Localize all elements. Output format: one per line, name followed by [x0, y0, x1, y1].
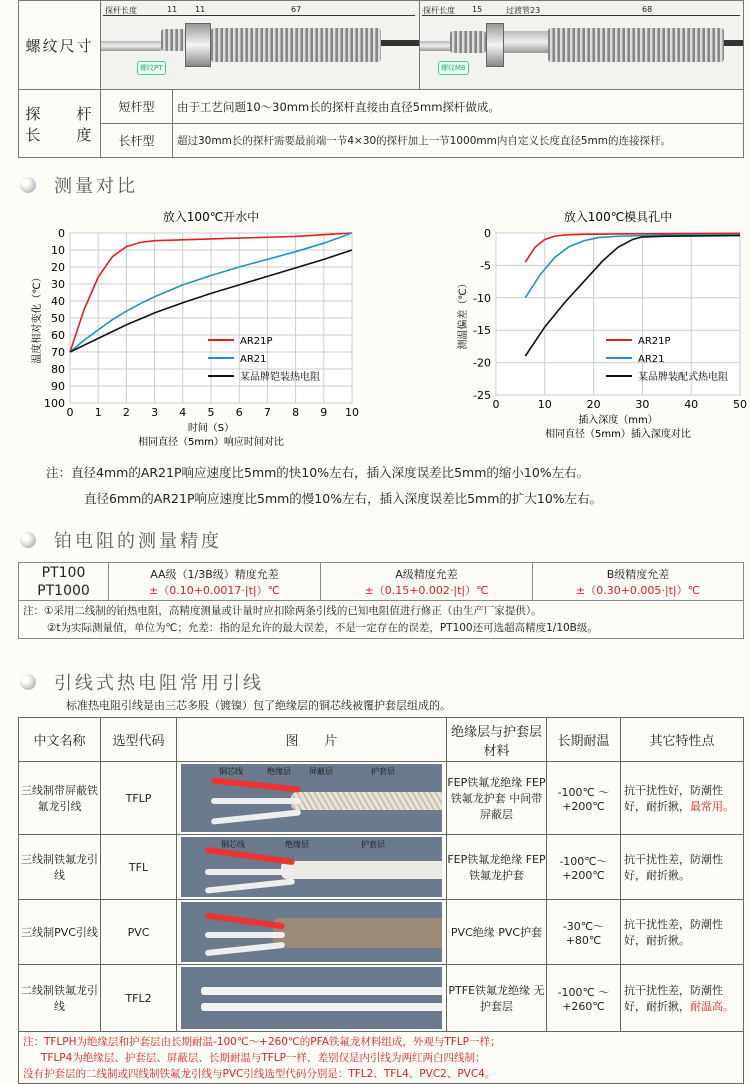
compare-note-2: 直径6mm的AR21P响应速度比5mm的慢10%左右，插入深度误差比5mm的扩大10%左右。 — [84, 491, 603, 506]
accuracy-notes: 注：①采用二线制的铂热电阻，高精度测量或计量时应扣除两条引线的已知电阻值进行修正（由生产厂家提供）。 ②t为实际测量值，单位为℃；允差：指的是允许的最大误差，不是一定存在的误差，PT100还可选超高精度1/10B级。 — [19, 601, 744, 639]
x-tick-label: 10 — [345, 406, 359, 419]
response-time-chart — [18, 205, 368, 455]
wire-material: PTFE铁氟龙绝缘 无护套层 — [447, 965, 547, 1032]
y-tick-label: -20 — [473, 356, 491, 370]
table-row — [19, 900, 744, 965]
dim-67: 67 — [291, 5, 302, 14]
wires-subtitle: 标准热电阻引线是由三芯多股（镀镍）包了绝缘层的铜芯线被覆护套层组成的。 — [66, 699, 451, 712]
cable-photo-tfl2 — [181, 967, 442, 1029]
y-tick-label: 90 — [51, 380, 65, 393]
y-tick-label: 80 — [51, 363, 65, 376]
legend-entry: AR21 — [240, 354, 267, 365]
short-type-label: 短杆型 — [101, 90, 173, 124]
x-tick-label: 5 — [207, 406, 215, 419]
thread-m8-tag: 螺纹M8 — [438, 61, 469, 75]
x-axis-label: 时间（S） — [187, 423, 235, 434]
dim-probe-length-2: 探杆长度 — [423, 6, 455, 15]
dim-11b: 11 — [195, 5, 206, 14]
x-tick-label: 10 — [537, 398, 552, 411]
wire-material: FEP铁氟龙绝缘 FEP铁氟龙护套 中间带屏蔽层 — [447, 762, 547, 835]
y-tick-label: -10 — [473, 291, 491, 305]
wire-code: TFLP — [101, 762, 177, 835]
legend-entry: AR21P — [240, 336, 273, 347]
wire-temp: -100℃ ～+200℃ — [547, 762, 621, 835]
thread-pt-tag: 螺纹PT — [137, 61, 166, 75]
y-tick-label: 50 — [51, 312, 65, 325]
plot-area — [496, 233, 740, 395]
y-tick-label: -5 — [480, 259, 491, 273]
col-temp: 长期耐温 — [547, 718, 621, 762]
accuracy-aa: AA级（1/3B级）精度允差 ±（0.10+0.0017·|t|）℃ — [109, 563, 321, 601]
col-material: 绝缘层与护套层材料 — [447, 718, 547, 762]
y-axis-label: 测温偏差（℃） — [458, 278, 469, 350]
short-type-desc: 由于工艺问题10～30mm长的探杆直接由直径5mm探杆做成。 — [173, 90, 744, 124]
wires-notes: 注：TFLPH为绝缘层和护套层由长期耐温-100℃～+260℃的PFA铁氟龙材料组成，外观与TFLP一样； TFLP4为绝缘层、护套层、屏蔽层、长期耐温与TFLP一样，差别仅是内引线为两红两白四线制； 没有护套层的二线制或四线制铁氟龙引线与PVC引线选型代码分别是：TFL2、TFL4、PVC2、PVC4。 — [19, 1032, 744, 1084]
y-tick-label: 30 — [51, 278, 65, 291]
section-compare-title: 测量对比 — [54, 176, 138, 197]
y-tick-label: 0 — [58, 227, 65, 240]
table-row — [19, 965, 744, 1032]
wire-name: 三线制PVC引线 — [19, 900, 101, 965]
y-tick-label: 20 — [51, 261, 65, 274]
x-tick-label: 6 — [235, 406, 243, 419]
y-tick-label: 0 — [484, 227, 491, 240]
x-axis-label: 插入深度（mm） — [578, 415, 658, 426]
bullet-icon — [20, 674, 36, 690]
x-tick-label: 0 — [492, 398, 500, 411]
thread-photo-pt — [101, 1, 419, 89]
y-tick-label: 100 — [44, 397, 65, 410]
thread-photo-m8 — [419, 1, 743, 89]
wire-feature: 抗干扰性好，防潮性好，耐折揪，最常用。 — [621, 762, 744, 835]
long-type-desc: 超过30mm长的探杆需要最前端一节4×30的探杆加上一节1000mm内自定义长度直径5mm的连接探杆。 — [173, 124, 744, 158]
wire-name: 二线制铁氟龙引线 — [19, 965, 101, 1032]
wire-feature: 抗干扰性差，防潮性好，耐折揪。 — [621, 835, 744, 900]
chart-caption: 相同直径（5mm）响应时间对比 — [138, 437, 284, 448]
x-tick-label: 50 — [733, 398, 747, 411]
dim-11a: 11 — [167, 5, 178, 14]
pt-models: PT100 PT1000 — [19, 563, 109, 601]
x-tick-label: 7 — [263, 406, 271, 419]
dim-68: 68 — [642, 5, 653, 14]
wire-temp: -100℃ ～+260℃ — [547, 965, 621, 1032]
section-compare — [20, 172, 138, 198]
legend-entry: 某品牌铠装热电阻 — [240, 372, 320, 383]
cable-photo-pvc — [181, 902, 442, 962]
legend-entry: AR21P — [638, 336, 671, 347]
probe-length-label: 探 杆 长 度 — [19, 90, 101, 158]
section-accuracy-title: 铂电阻的测量精度 — [54, 531, 222, 552]
cable-photo-tflp: 铜芯线 绝缘层 屏蔽层 护套层 — [181, 764, 442, 832]
y-tick-label: 60 — [51, 329, 65, 342]
wire-temp: -30℃～ +80℃ — [547, 900, 621, 965]
x-tick-label: 0 — [66, 406, 74, 419]
x-tick-label: 4 — [179, 406, 187, 419]
section-wires — [20, 669, 264, 695]
wires-table — [18, 717, 744, 1084]
x-tick-label: 8 — [292, 406, 300, 419]
wire-material: PVC绝缘 PVC护套 — [447, 900, 547, 965]
x-tick-label: 9 — [320, 406, 328, 419]
long-type-label: 长杆型 — [101, 124, 173, 158]
x-tick-label: 30 — [635, 398, 650, 411]
thread-size-table — [18, 0, 744, 158]
y-tick-label: 70 — [51, 346, 65, 359]
wire-code: TFL2 — [101, 965, 177, 1032]
wire-feature: 抗干扰性差，防潮性好，耐折揪。 — [621, 900, 744, 965]
bullet-icon — [20, 177, 36, 193]
x-tick-label: 40 — [684, 398, 699, 411]
dim-transition-23: 过渡管23 — [506, 6, 541, 15]
dim-probe-length: 探杆长度 — [105, 6, 137, 15]
section-accuracy — [20, 527, 222, 553]
compare-note-1: 注：直径4mm的AR21P响应速度比5mm的快10%左右，插入深度误差比5mm的缩小10%左右。 — [46, 465, 590, 480]
bullet-icon — [20, 532, 36, 548]
wire-feature: 抗干扰性差，防潮性好，耐折揪，耐温高。 — [621, 965, 744, 1032]
table-row — [19, 762, 744, 835]
thread-size-label: 螺纹尺寸 — [19, 1, 101, 90]
cable-photo-tfl: 铜芯线 绝缘层 护套层 — [181, 837, 442, 897]
accuracy-table — [18, 562, 744, 639]
chart-title: 放入100℃开水中 — [162, 210, 260, 224]
wire-name: 三线制铁氟龙引线 — [19, 835, 101, 900]
y-tick-label: -15 — [473, 324, 491, 338]
table-row — [19, 835, 744, 900]
wire-code: TFL — [101, 835, 177, 900]
y-tick-label: 40 — [51, 295, 65, 308]
chart-title: 放入100℃模具孔中 — [563, 210, 673, 224]
wire-temp: -100℃～ +200℃ — [547, 835, 621, 900]
wire-code: PVC — [101, 900, 177, 965]
col-code: 选型代码 — [101, 718, 177, 762]
x-tick-label: 20 — [586, 398, 601, 411]
legend-entry: 某品牌装配式热电阻 — [638, 372, 728, 383]
y-axis-label: 温度相对变化（℃） — [32, 272, 43, 364]
x-tick-label: 1 — [94, 406, 102, 419]
chart-caption: 相同直径（5mm）插入深度对比 — [545, 429, 691, 440]
y-tick-label: -25 — [473, 389, 491, 402]
x-tick-label: 3 — [151, 406, 159, 419]
col-photo: 图 片 — [177, 718, 447, 762]
col-name: 中文名称 — [19, 718, 101, 762]
col-feature: 其它特性点 — [621, 718, 744, 762]
dim-15: 15 — [472, 5, 483, 14]
accuracy-b: B级精度允差 ±（0.30+0.005·|t|）℃ — [533, 563, 744, 601]
accuracy-a: A级精度允差 ±（0.15+0.002·|t|）℃ — [321, 563, 533, 601]
x-tick-label: 2 — [122, 406, 130, 419]
y-tick-label: 10 — [51, 244, 65, 257]
section-wires-title: 引线式热电阻常用引线 — [54, 673, 264, 694]
insertion-depth-chart — [430, 205, 748, 455]
legend-entry: AR21 — [638, 354, 665, 365]
wire-name: 三线制带屏蔽铁氟龙引线 — [19, 762, 101, 835]
wire-material: FEP铁氟龙绝缘 FEP铁氟龙护套 — [447, 835, 547, 900]
